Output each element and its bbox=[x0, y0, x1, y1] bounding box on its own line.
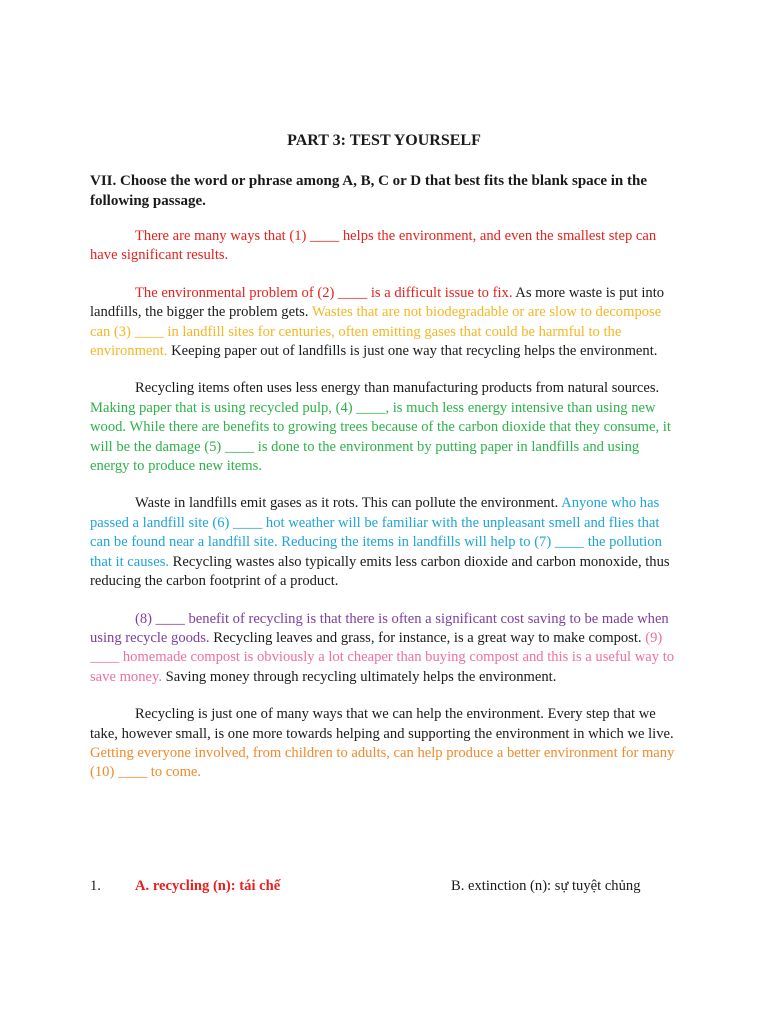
passage-paragraph-2 bbox=[90, 284, 680, 362]
text-segment: Recycling is just one of many ways that we can help the environment. Every step that we take, however small, is one more towards helping and supporting the environment in which we live. bbox=[90, 706, 674, 742]
text-segment: As more waste is put into landfills, the bigger the problem gets. bbox=[90, 284, 665, 321]
text-segment: Getting everyone involved, from children to adults, can help produce a better environment for many (10) ____ to come. bbox=[90, 744, 675, 781]
text-segment: Recycling leaves and grass, for instance, is a great way to make compost. bbox=[209, 629, 646, 646]
answer-option-b: B. extinction (n): sự tuyệt chủng bbox=[451, 878, 641, 894]
text-segment: While there are benefits to growing trees because of the carbon dioxide that they consume, it will be the damage (5) ____ is done to the environment by putting paper in landfills and using energy to produce new items. bbox=[90, 419, 671, 475]
passage-paragraph-5 bbox=[90, 610, 680, 688]
passage-paragraph-4 bbox=[90, 494, 680, 591]
text-segment: Making paper that is using recycled pulp, (4) ____, is much less energy intensive than using new wood. bbox=[90, 399, 656, 436]
reading-passage bbox=[90, 227, 680, 801]
text-segment: Waste in landfills emit gases as it rots. This can pollute the environment. bbox=[135, 495, 562, 512]
passage-paragraph-3 bbox=[90, 379, 680, 476]
passage-paragraph-6 bbox=[90, 705, 680, 783]
text-segment: Keeping paper out of landfills is just one way that recycling helps the environment. bbox=[167, 343, 658, 360]
page-title: PART 3: TEST YOURSELF bbox=[287, 132, 481, 149]
text-segment: (9) ____ homemade compost is obviously a lot cheaper than buying compost and this is a useful way to save money. bbox=[90, 629, 675, 685]
text-segment: Recycling wastes also typically emits less carbon dioxide and carbon monoxide, thus reducing the carbon footprint of a product. bbox=[90, 553, 670, 590]
text-segment: Wastes that are not biodegradable or are slow to decompose can (3) ____ in landfill sites for centuries, often emitting gases that could be harmful to the environment. bbox=[90, 304, 662, 360]
question-number: 1. bbox=[90, 878, 101, 894]
text-segment: (8) ____ benefit of recycling is that there is often a significant cost saving to be made when using recycle goods. bbox=[90, 610, 669, 646]
text-segment: Saving money through recycling ultimately helps the environment. bbox=[162, 668, 557, 685]
passage-paragraph-1 bbox=[90, 227, 680, 266]
text-segment: There are many ways that (1) ____ helps the environment, and even the smallest step can have significant results. bbox=[90, 228, 657, 264]
text-segment: The environmental problem of (2) ____ is a difficult issue to fix. bbox=[135, 284, 513, 301]
exercise-instruction: VII. Choose the word or phrase among A, B, C or D that best fits the blank space in the following passage. bbox=[90, 173, 647, 209]
answer-option-a: A. recycling (n): tái chế bbox=[135, 878, 281, 894]
text-segment: Recycling items often uses less energy than manufacturing products from natural sources. bbox=[135, 380, 660, 397]
text-segment: Anyone who has passed a landfill site (6) ____ hot weather will be familiar with the unpleasant smell and flies that can be found near a landfill site. Reducing the items in landfills will help to (7) ____ the pollution that it causes. bbox=[90, 495, 662, 570]
